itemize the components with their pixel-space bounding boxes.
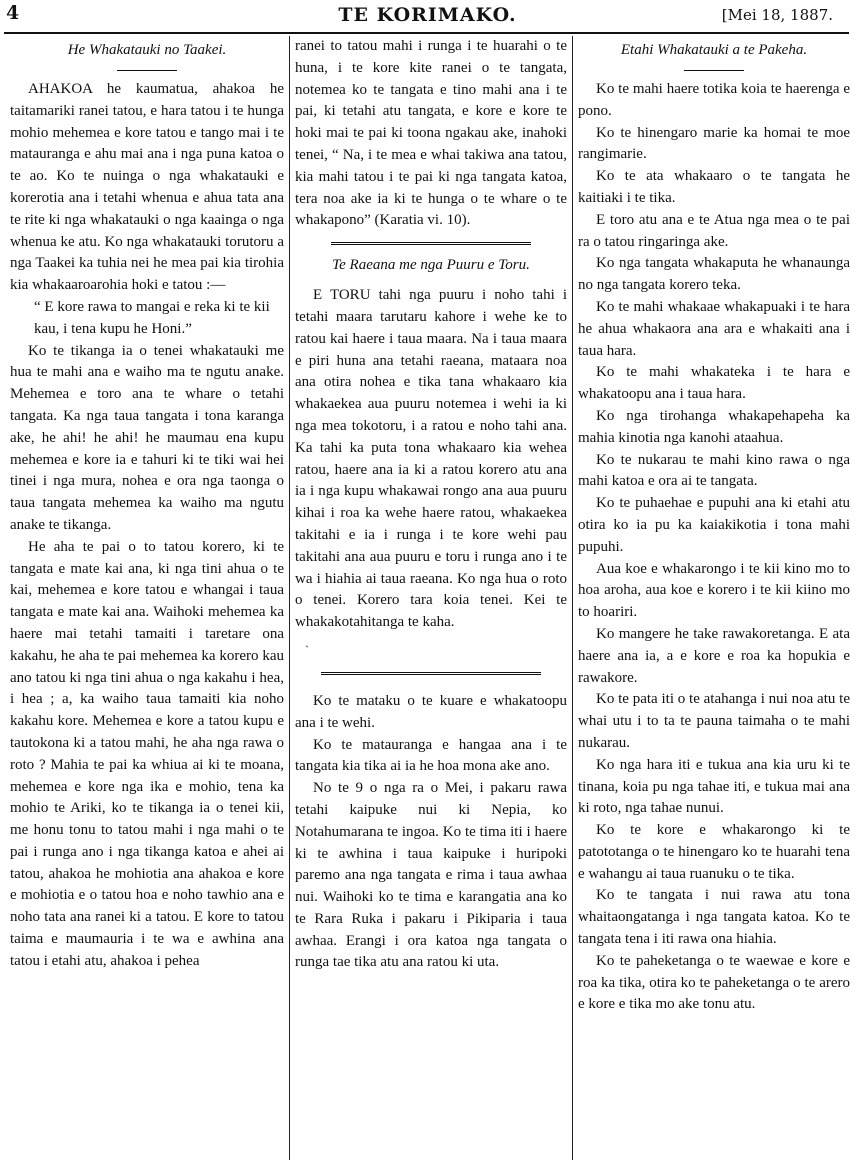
article-paragraph: Ko te matauranga e hangaa ana i te tangata kia tika ai ia he hoa mona ake ano.: [295, 736, 567, 775]
proverb-item: Ko te kore e whakarongo ki te patototanga o te hinengaro ko te huarahi tena e wahangu ai taua ruanuku o te tika.: [578, 822, 850, 882]
article-paragraph: E TORU tahi nga puuru i noho tahi i tetahi maara tarutaru kahore i wehe ke to ratou kai haere i taua maara. Na i taua maara e piri huna ana tetahi raeana, mataara noa ana otira nohea e tika tana whakaaro kia whakaekea aua puuru notemea i wehi ia ki nga mea tokotoru, i a ratou e noho tahi ana. Ka tahi ka puta tona whakaaro kia wehea ratou, haere ana ia ki a ratou korero atu ana ia i nga kupu whakawai rongo ana aua puuru kihai i roa ka wehe haere ratou, whakaekea takitahi e ia i runga i te kore wehi pau takitahi ana aua puuru e toru i runga ano i te wa i hiahia ai taua raeana. Ko nga hua o roto o tenei. Korero tara koia tenei. Kei te whakakotahitanga te kaha.: [295, 287, 567, 631]
page-header: [0, 0, 855, 36]
article-paragraph: He aha te pai o to tatou korero, ki te tangata e mate kai ana, ki nga tini ahua o te kai, mehemea e kore tatou e whangai i taua tangata e mate kai ana. Waihoki mehemea ka haere mai tetahi tamaiti i taretare ona kakahu, he aha te pai mehemea ka korero kau ano tatou ki nga tini ahua o nga kakahu i hea, i hea ; a, ka waiho taua tamaiti kia noho kakahu kore. Mehemea e kore a tatou kupu e tautokona ki a tatou mahi, he aha nga rawa o roto ? Mahia te pai ka whiua ai ki te moana, mehemea e kore nga ika e mohio, tena ka mohio te Ariki, ko te tikanga ia o tenei kii, me honu tonu to tatou mahi i nga mahi o te pai i runga ano i nga tikanga katoa e ahei ai tatou, ahakoa he mohiotia ana ahakoa e kore e mohiotia e o tatou hoa e noho tawhio ana e noho tata ana ranei ki a tatou. E kore to tatou taima e maumauria i te wa e awhina ana tatou i etahi atu, ahakoa i pehea: [10, 538, 284, 969]
article-heading: Te Raeana me nga Puuru e Toru.: [332, 257, 530, 274]
proverb-item: Ko nga hara iti e tukua ana kia uru ki te tinana, koia pu nga tahae iti, e tukua mai ana ki roto, nga tahae nunui.: [578, 756, 850, 817]
proverb-item: Ko te tangata i nui rawa atu tona whaitaongatanga i nga tangata katoa. Ko te tangata tena i iti rawa ona hiahia.: [578, 887, 850, 948]
column-divider-1: [289, 36, 290, 1160]
proverb-item: Aua koe e whakarongo i te kii kino mo to hoa aroha, aua koe e korero i te kii kiino mo to hoariri.: [578, 560, 850, 621]
proverb-item: Ko te paheketanga o te waewae e kore e roa ka tika, otira ko te paheketanga o te arero e kore e tika mo ake tonu atu.: [578, 952, 850, 1013]
proverb-item: Ko te mahi whakaae whakapuaki i te hara he ahua whakaora ana ara e whakaiti ana i taua hara.: [578, 298, 850, 359]
article-heading: He Whakatauki no Taakei.: [67, 42, 227, 58]
proverb-item: Ko te mahi haere totika koia te haerenga e pono.: [578, 81, 850, 119]
proverb-item: Ko nga tirohanga whakapehapeha ka mahia kinotia nga kanohi ataahua.: [578, 407, 850, 446]
heading-rule: [684, 70, 744, 71]
section-separator: [321, 672, 541, 677]
proverb-item: Ko te nukarau te mahi kino rawa o nga mahi katoa e ora ai te tangata.: [578, 451, 850, 490]
issue-date: [Mei 18, 1887.: [721, 6, 833, 24]
proverb-item: E toro atu ana e te Atua nga mea o te pai ra o tatou ringaringa ake.: [578, 211, 850, 250]
proverb-item: Ko te puhaehae e pupuhi ana ki etahi atu otira ko ia pu ka kaiakikotia i tona mahi pupuhi.: [578, 495, 850, 555]
column-1: [10, 36, 284, 1160]
header-rule: [4, 32, 849, 34]
proverb-item: Ko te ata whakaaro o te tangata he kaitiaki i te tika.: [578, 168, 850, 206]
proverb-item: Ko te pata iti o te atahanga i nui noa atu te whai utu i to ta te pauna taimaha o te mahi nukarau.: [578, 691, 850, 751]
column-3: [578, 36, 850, 1160]
proverb-item: Ko nga tangata whakaputa he whanaunga no nga tangata korero teka.: [578, 255, 850, 294]
article-paragraph: AHAKOA he kaumatua, ahakoa he taitamariki ranei tatou, e hara tatou i te hunga mohio mehemea e kore tatou e tango mai i te matauranga e ahu mai ana i nga puna katoa o te ao. Ko te nuinga o nga whakatauki e korerotia ana i tetahi whenua e ahua tata ana te rite ki nga whakatauki o nga kaainga o nga whenua ke atu. Ko nga whakatauki torutoru a nga Taakei ka tuhia nei he mea pai kia tirohia kia whakaaroarohia hoki e tatou :—: [10, 81, 284, 294]
article-paragraph: Ko te tikanga ia o tenei whakatauki me hua te mahi ana e waiho ma te ngutu anake. Mehemea e toro ana te whare o tetahi tangata. Ka nga taua tangata i tona karanga ake, he ahi! he ahi! he maumau ena kupu mehemea e kore ia e tahuri ki te tiki wai hei tinei i nga mura, nohea e ora nga taonga o taua tangata mehemea ka waiho ma ngutu anake te tikanga.: [10, 342, 284, 533]
article-paragraph: Ko te mataku o te kuare e whakatoopu ana i te wehi.: [295, 692, 567, 731]
article-heading: Etahi Whakatauki a te Pakeha.: [620, 42, 808, 58]
proverb-item: Ko te mahi whakateka i te hara e whakatoopu ana i taua hara.: [578, 364, 850, 403]
proverb-quote: “ E kore rawa to mangai e reka ki te kii kau, i tena kupu he Honi.”: [34, 298, 270, 337]
print-mark: `: [305, 642, 309, 657]
column-2: [295, 36, 567, 1160]
page-number: 4: [6, 2, 20, 24]
article-paragraph: ranei to tatou mahi i runga i te huarahi o te huna, i te kore kite ranei o te tangata, notemea ko te tangata e tino mahi ana i te pai, ki tetahi atu tangata, e kore e kore te hoki mai te pai ki toona ngakau ake, inahoki tenei, “ Na, i te mea e whai takiwa ana tatou, kia mahi tatou i te pai ki nga tangata katoa, tera noa ake ia ki te hunga o te whare o te whakapono” (Karatia vi. 10).: [295, 38, 567, 229]
proverb-item: Ko te hinengaro marie ka homai te moe rangimarie.: [578, 124, 850, 163]
newspaper-title: TE KORIMAKO.: [338, 4, 517, 26]
proverb-item: Ko mangere he take rawakoretanga. E ata haere ana ia, a e kore e roa ka hopukia e rawakore.: [578, 625, 850, 686]
column-divider-2: [572, 36, 573, 1160]
heading-rule: [117, 70, 177, 71]
section-separator: [331, 242, 531, 247]
news-paragraph: No te 9 o nga ra o Mei, i pakaru rawa tetahi kaipuke nui ki Nepia, ko Notahumarana te ingoa. Ko te tima iti i haere ki te awhina i taua kaipuke i huripoki paremo ana nga tangata e rima i taua awhaa nui. Waihoki ko te tima e karangatia ana ko te Rara Ruka i pakaru i Pikiparia i taua awhaa. Erangi i ora katoa nga tangata o runga tae tika atu ana ratou ki uta.: [295, 780, 567, 971]
